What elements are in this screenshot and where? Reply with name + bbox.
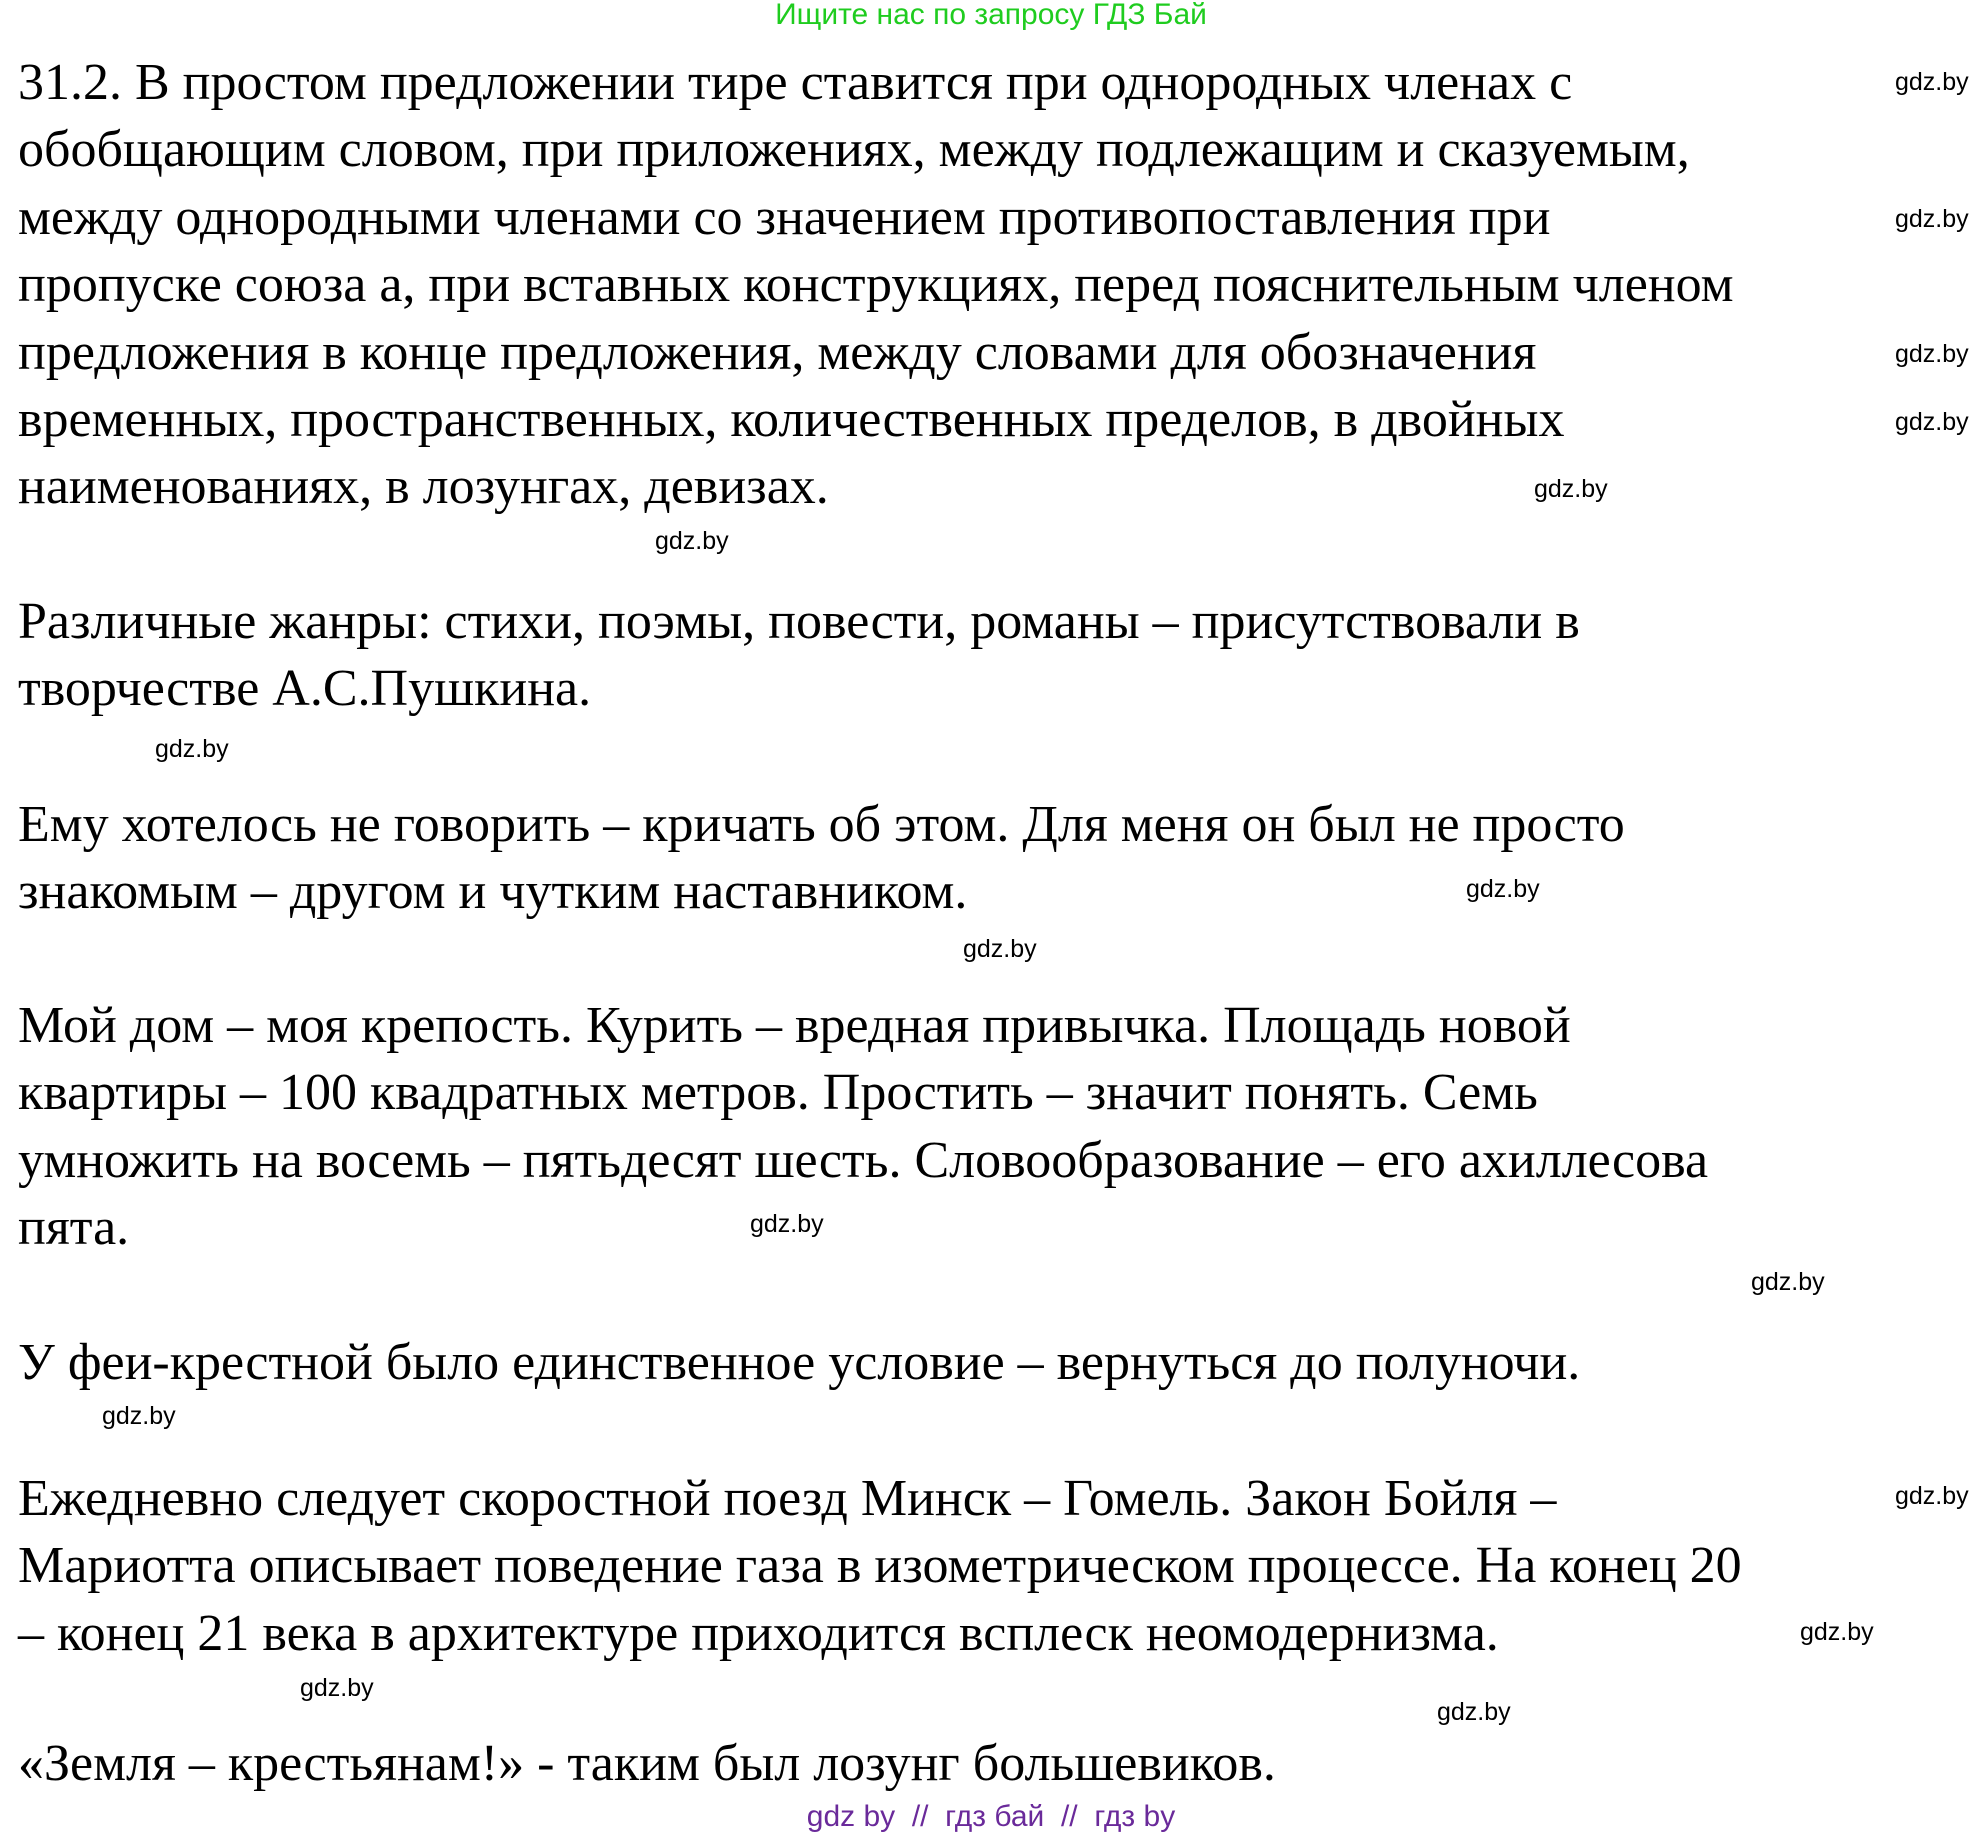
text-line: творчестве А.С.Пушкина. <box>18 660 592 718</box>
text-line: умножить на восемь – пятьдесят шесть. Словообразование – его ахиллесова <box>18 1131 1709 1189</box>
text-line: Мариотта описывает поведение газа в изометрическом процессе. На конец 20 <box>18 1537 1742 1595</box>
watermark: gdz.by <box>750 1210 824 1238</box>
watermark: gdz.by <box>1466 875 1540 903</box>
paragraph <box>18 992 1708 1262</box>
watermark: gdz.by <box>1895 408 1969 436</box>
paragraph <box>18 791 1625 926</box>
paragraph <box>18 1730 1276 1797</box>
paragraph <box>18 49 1734 521</box>
text-line: «Земля – крестьянам!» - таким был лозунг большевиков. <box>18 1735 1276 1792</box>
watermark: gdz.by <box>1800 1618 1874 1646</box>
text-line: квартиры – 100 квадратных метров. Простить – значит понять. Семь <box>18 1064 1538 1122</box>
watermark: gdz.by <box>1895 205 1969 233</box>
text-line: знакомым – другом и чутким наставником. <box>18 863 968 921</box>
text-line: Различные жанры: стихи, поэмы, повести, романы – присутствовали в <box>18 593 1580 650</box>
text-line: Ежедневно следует скоростной поезд Минск – Гомель. Закон Бойля – <box>18 1470 1557 1527</box>
paragraph <box>18 1465 1742 1667</box>
watermark: gdz.by <box>300 1674 374 1702</box>
text-line: между однородными членами со значением противопоставления при <box>18 188 1551 246</box>
text-line: наименованиях, в лозунгах, девизах. <box>18 458 829 516</box>
paragraph <box>18 588 1580 723</box>
watermark: gdz.by <box>1895 340 1969 368</box>
watermark: gdz.by <box>1895 68 1969 96</box>
watermark: gdz.by <box>963 935 1037 963</box>
text-line: пята. <box>18 1199 130 1257</box>
text-line: предложения в конце предложения, между словами для обозначения <box>18 323 1537 381</box>
watermark: gdz.by <box>102 1402 176 1430</box>
text-line: временных, пространственных, количественных пределов, в двойных <box>18 391 1565 449</box>
text-line: Ему хотелось не говорить – кричать об этом. Для меня он был не просто <box>18 796 1625 853</box>
watermark: gdz.by <box>1895 1482 1969 1510</box>
watermark: gdz.by <box>155 735 229 763</box>
watermark: gdz.by <box>655 527 729 555</box>
footer-watermark: gdz by // гдз бай // гдз by <box>806 1800 1176 1833</box>
text-line: Мой дом – моя крепость. Курить – вредная привычка. Площадь новой <box>18 997 1571 1054</box>
text-line: обобщающим словом, при приложениях, между подлежащим и сказуемым, <box>18 121 1690 179</box>
text-line: У феи-крестной было единственное условие – вернуться до полуночи. <box>18 1334 1581 1391</box>
watermark: gdz.by <box>1751 1268 1825 1296</box>
search-banner: Ищите нас по запросу ГДЗ Бай <box>775 0 1207 31</box>
watermark: gdz.by <box>1534 475 1608 503</box>
paragraph <box>18 1329 1580 1396</box>
text-line: пропуске союза а, при вставных конструкциях, перед пояснительным членом <box>18 256 1734 314</box>
text-line: – конец 21 века в архитектуре приходится всплеск неомодернизма. <box>18 1604 1499 1662</box>
watermark: gdz.by <box>1437 1698 1511 1726</box>
text-line: 31.2. В простом предложении тире ставится при однородных членах с <box>18 54 1573 111</box>
